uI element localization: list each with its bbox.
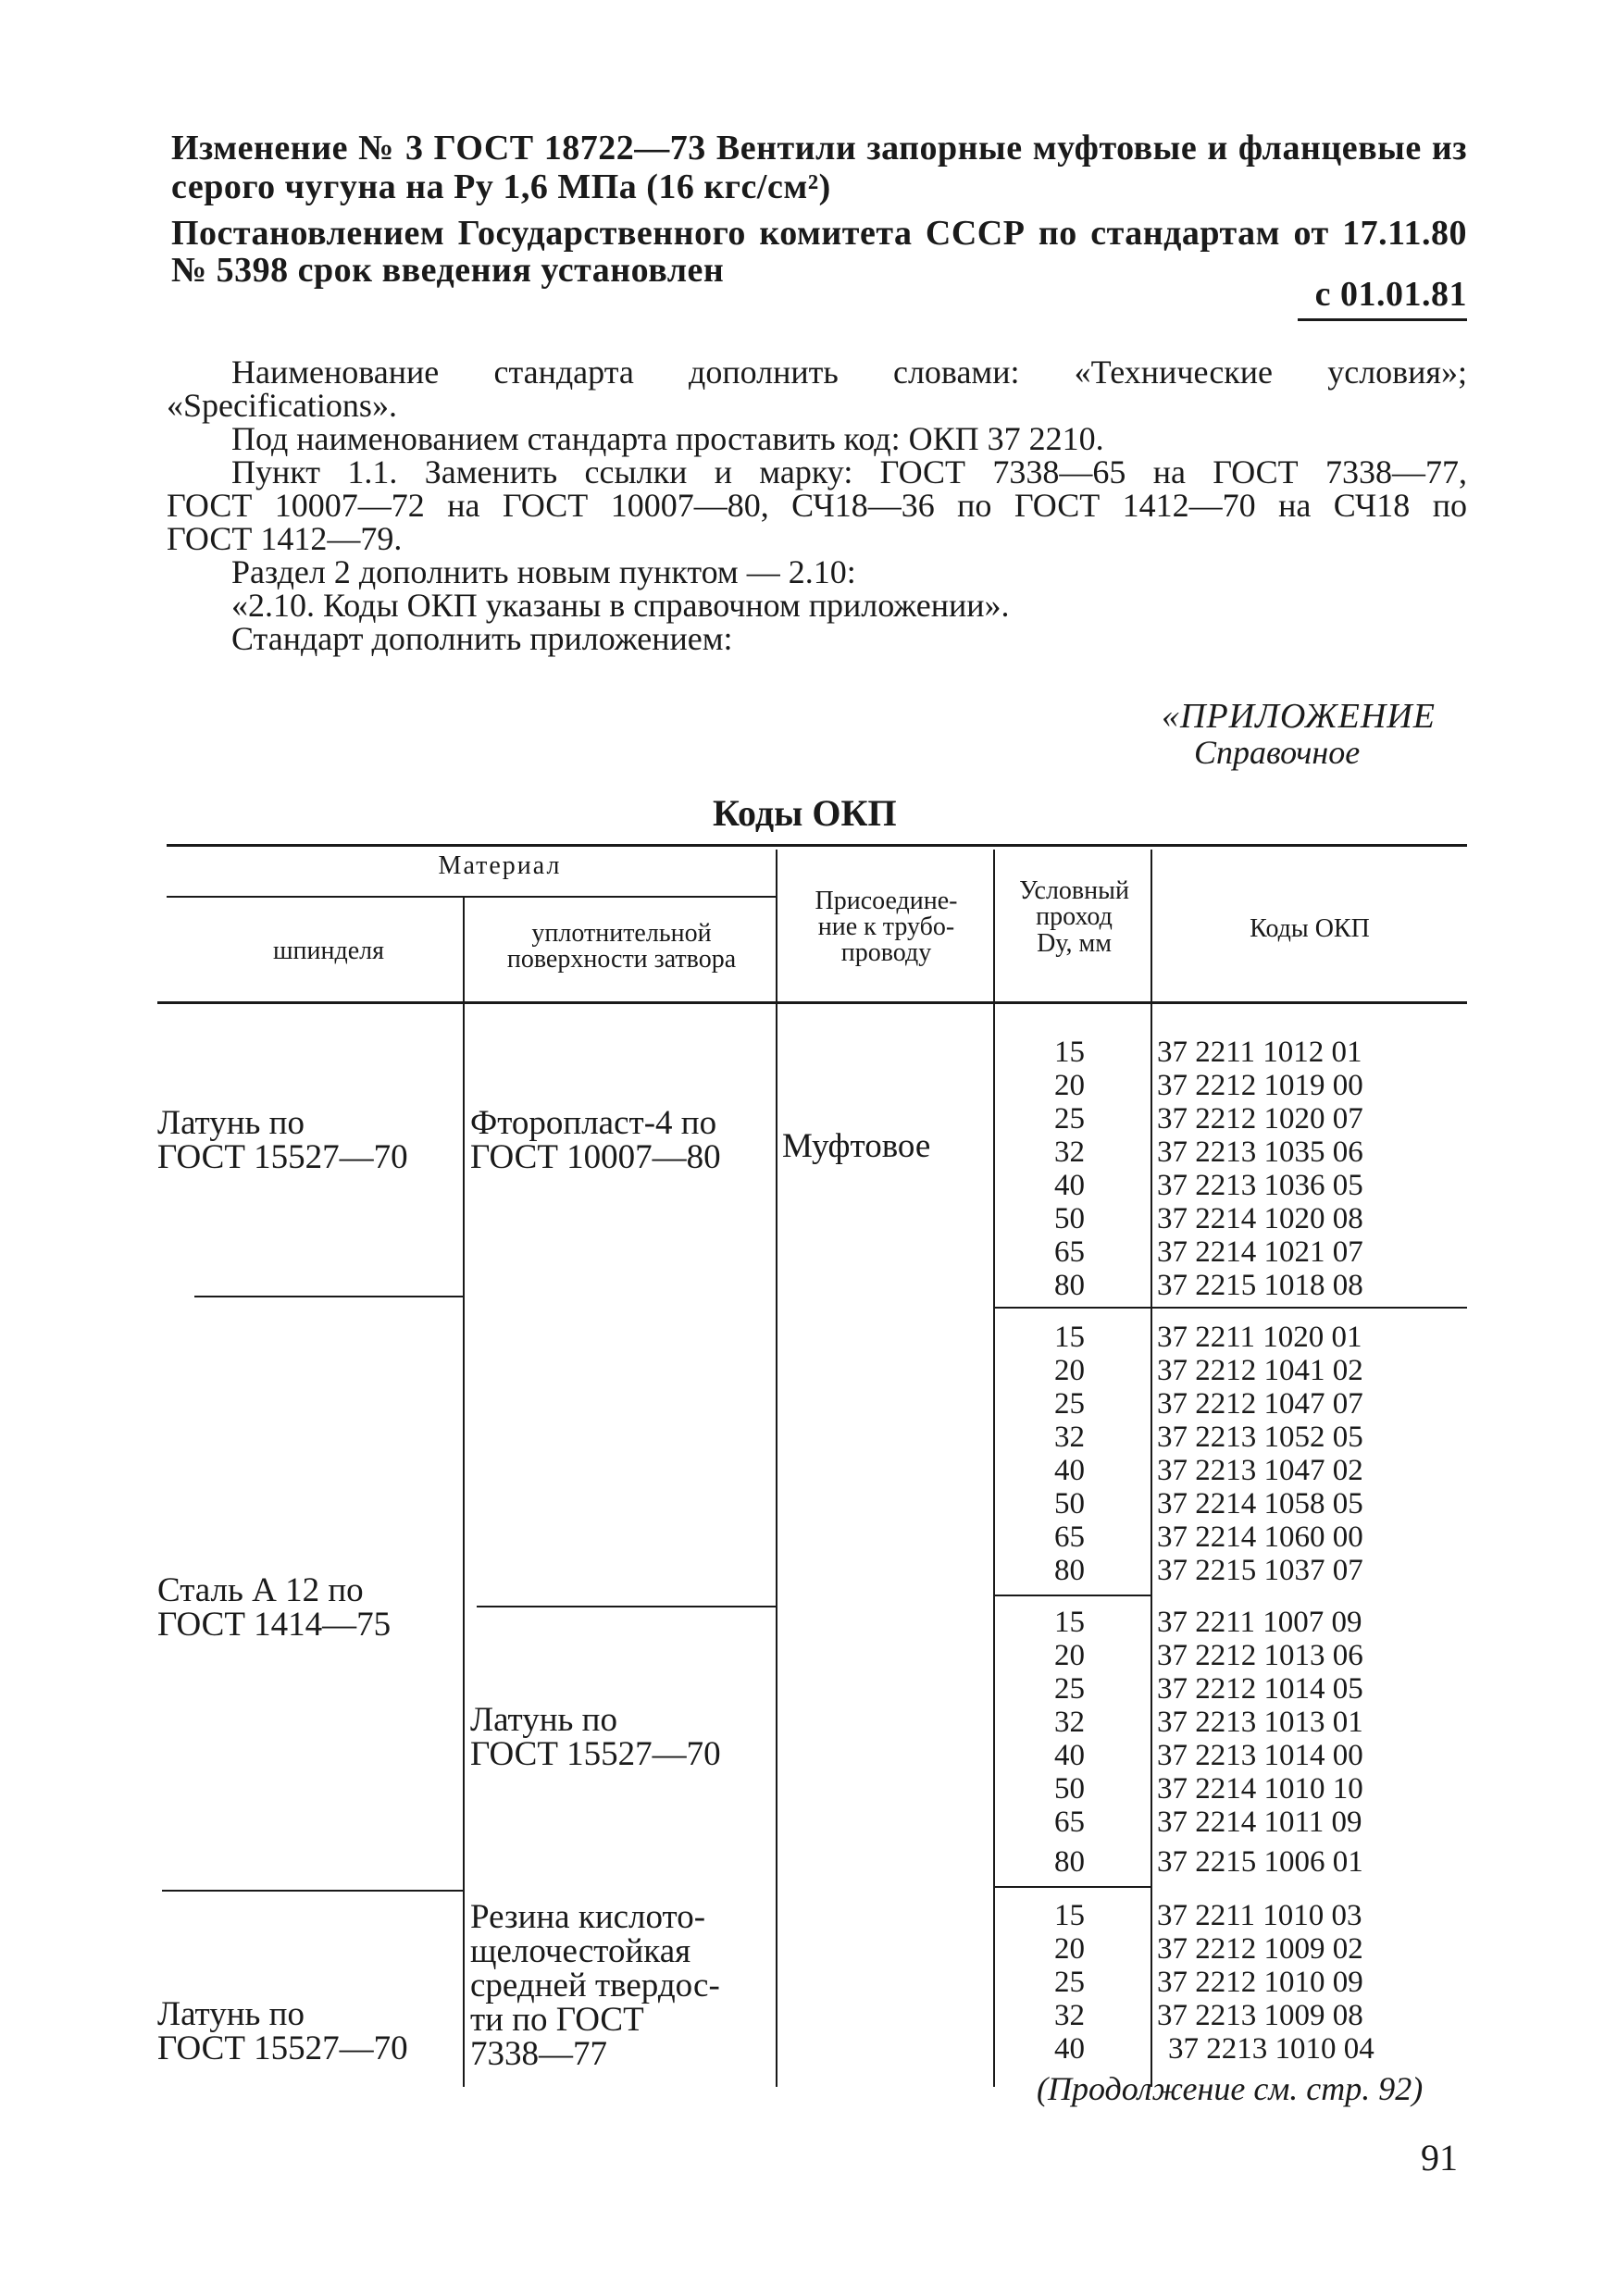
sealing-2-line2: ГОСТ 15527—70	[470, 1735, 721, 1773]
dn-1-2: 20	[1054, 1069, 1085, 1102]
code-1-1: 37 2211 1012 01	[1157, 1036, 1362, 1069]
header-conn-3: проводу	[840, 938, 932, 967]
dn-3-6: 50	[1054, 1772, 1085, 1806]
code-3-8: 37 2215 1006 01	[1157, 1845, 1363, 1879]
resolution-line2: № 5398 срок введения установлен	[171, 251, 725, 290]
dn-1-4: 32	[1054, 1136, 1085, 1169]
header-dn-2: проход	[1036, 902, 1113, 931]
sealing-3-line2: щелочестойкая	[470, 1932, 691, 1970]
code-3-3: 37 2212 1014 05	[1157, 1672, 1363, 1706]
effective-date: с 01.01.81	[1314, 275, 1467, 314]
code-2-3: 37 2212 1047 07	[1157, 1387, 1363, 1421]
dn-1-8: 80	[1054, 1269, 1085, 1302]
sealing-3-line4: ти по ГОСТ	[470, 2001, 644, 2039]
spindle-1-line1: Латунь по	[157, 1104, 305, 1142]
dn-2-1: 15	[1054, 1321, 1085, 1354]
code-2-2: 37 2212 1041 02	[1157, 1354, 1363, 1387]
dn-3-4: 32	[1054, 1706, 1085, 1739]
dn-3-8: 80	[1054, 1845, 1085, 1879]
appendix-label: «ПРИЛОЖЕНИЕ	[1162, 697, 1436, 736]
header-material: Материал	[438, 851, 562, 880]
paragraph-1b: «Specifications».	[167, 387, 397, 424]
paragraph-2: Под наименованием стандарта проставить код: ОКП 37 2210.	[231, 420, 1104, 457]
change-title-line2: серого чугуна на Pу 1,6 МПа (16 кгс/см²)	[171, 168, 831, 206]
paragraph-4: Раздел 2 дополнить новым пунктом — 2.10:	[231, 553, 856, 590]
dn-3-7: 65	[1054, 1806, 1085, 1839]
code-4-5: 37 2213 1010 04	[1168, 2032, 1374, 2066]
paragraph-3b: ГОСТ 10007—72 на ГОСТ 10007—80, СЧ18—36 по ГОСТ 1412—70 на СЧ18 по	[167, 487, 1467, 524]
group-sep-1	[995, 1307, 1467, 1309]
code-2-8: 37 2215 1037 07	[1157, 1554, 1363, 1587]
sealing-1-line1: Фторопласт-4 по	[470, 1104, 717, 1142]
material-rule	[167, 896, 777, 898]
spindle-2-line1: Сталь А 12 по	[157, 1571, 364, 1609]
code-3-6: 37 2214 1010 10	[1157, 1772, 1363, 1806]
dn-1-5: 40	[1054, 1169, 1085, 1202]
header-dn-3: Dу, мм	[1037, 929, 1112, 958]
table-top-rule	[167, 844, 1467, 847]
dn-1-3: 25	[1054, 1102, 1085, 1136]
code-1-4: 37 2213 1035 06	[1157, 1136, 1363, 1169]
spindle-sep-1	[194, 1296, 463, 1297]
spindle-3-line1: Латунь по	[157, 1995, 305, 2033]
dn-1-6: 50	[1054, 1202, 1085, 1235]
sealing-2-line1: Латунь по	[470, 1701, 617, 1739]
table-title: Коды ОКП	[713, 792, 897, 834]
code-3-1: 37 2211 1007 09	[1157, 1606, 1362, 1639]
code-4-3: 37 2212 1010 09	[1157, 1966, 1363, 1999]
code-2-7: 37 2214 1060 00	[1157, 1520, 1363, 1554]
dn-2-5: 40	[1054, 1454, 1085, 1487]
code-4-1: 37 2211 1010 03	[1157, 1899, 1362, 1932]
code-1-3: 37 2212 1020 07	[1157, 1102, 1363, 1136]
header-conn-1: Присоедине-	[815, 887, 958, 915]
code-1-8: 37 2215 1018 08	[1157, 1269, 1363, 1302]
header-sealing-2: поверхности затвора	[506, 945, 737, 974]
sealing-3-line1: Резина кислото-	[470, 1898, 706, 1936]
code-1-2: 37 2212 1019 00	[1157, 1069, 1363, 1102]
code-3-7: 37 2214 1011 09	[1157, 1806, 1362, 1839]
paragraph-1: Наименование стандарта дополнить словами: «Технические условия»;	[231, 354, 1467, 391]
code-3-4: 37 2213 1013 01	[1157, 1706, 1363, 1739]
dn-2-6: 50	[1054, 1487, 1085, 1520]
col-rule-4	[1151, 850, 1152, 2087]
spindle-1-line2: ГОСТ 15527—70	[157, 1138, 408, 1176]
header-codes: Коды ОКП	[1250, 914, 1370, 943]
code-2-6: 37 2214 1058 05	[1157, 1487, 1363, 1520]
paragraph-6: Стандарт дополнить приложением:	[231, 620, 733, 657]
dn-2-2: 20	[1054, 1354, 1085, 1387]
page-number: 91	[1421, 2137, 1458, 2178]
code-1-6: 37 2214 1020 08	[1157, 1202, 1363, 1235]
code-1-7: 37 2214 1021 07	[1157, 1235, 1363, 1269]
sealing-3-line5: 7338—77	[470, 2035, 607, 2073]
paragraph-3c: ГОСТ 1412—79.	[167, 520, 403, 557]
dn-3-5: 40	[1054, 1739, 1085, 1772]
col-rule-2	[776, 850, 777, 2087]
continuation-note: (Продолжение см. стр. 92)	[1037, 2070, 1424, 2107]
group-sep-2	[995, 1595, 1151, 1596]
dn-4-2: 20	[1054, 1932, 1085, 1966]
spindle-2-line2: ГОСТ 1414—75	[157, 1606, 392, 1644]
dn-2-4: 32	[1054, 1421, 1085, 1454]
col-rule-3	[993, 850, 995, 2087]
code-1-5: 37 2213 1036 05	[1157, 1169, 1363, 1202]
sealing-sep-1	[477, 1606, 776, 1607]
code-3-2: 37 2212 1013 06	[1157, 1639, 1363, 1672]
dn-3-3: 25	[1054, 1672, 1085, 1706]
header-conn-2: ние к трубо-	[817, 912, 955, 941]
dn-3-1: 15	[1054, 1606, 1085, 1639]
dn-1-1: 15	[1054, 1036, 1085, 1069]
spindle-sep-2	[162, 1890, 463, 1892]
dn-2-7: 65	[1054, 1520, 1085, 1554]
dn-4-4: 32	[1054, 1999, 1085, 2032]
dn-4-5: 40	[1054, 2032, 1085, 2066]
dn-1-7: 65	[1054, 1235, 1085, 1269]
header-dn-1: Условный	[1019, 876, 1129, 905]
col-rule-1	[463, 898, 465, 2087]
paragraph-5: «2.10. Коды ОКП указаны в справочном приложении».	[231, 587, 1010, 624]
dn-3-2: 20	[1054, 1639, 1085, 1672]
connection-type: Муфтовое	[782, 1127, 931, 1165]
resolution-line: Постановлением Государственного комитета СССР по стандартам от 17.11.80	[171, 214, 1467, 253]
spindle-3-line2: ГОСТ 15527—70	[157, 2029, 408, 2067]
appendix-sub: Справочное	[1194, 734, 1361, 771]
dn-2-3: 25	[1054, 1387, 1085, 1421]
dn-4-1: 15	[1054, 1899, 1085, 1932]
header-spindle: шпинделя	[272, 937, 385, 965]
paragraph-3: Пункт 1.1. Заменить ссылки и марку: ГОСТ 7338—65 на ГОСТ 7338—77,	[231, 453, 1467, 490]
code-4-2: 37 2212 1009 02	[1157, 1932, 1363, 1966]
code-2-5: 37 2213 1047 02	[1157, 1454, 1363, 1487]
code-2-4: 37 2213 1052 05	[1157, 1421, 1363, 1454]
code-4-4: 37 2213 1009 08	[1157, 1999, 1363, 2032]
header-bottom-rule	[157, 1001, 1467, 1004]
date-underline	[1298, 318, 1467, 321]
sealing-3-line3: средней твердос-	[470, 1967, 720, 2004]
dn-2-8: 80	[1054, 1554, 1085, 1587]
change-title-line1: Изменение № 3 ГОСТ 18722—73 Вентили запорные муфтовые и фланцевые из	[171, 129, 1467, 168]
sealing-1-line2: ГОСТ 10007—80	[470, 1138, 721, 1176]
code-2-1: 37 2211 1020 01	[1157, 1321, 1362, 1354]
dn-4-3: 25	[1054, 1966, 1085, 1999]
code-3-5: 37 2213 1014 00	[1157, 1739, 1363, 1772]
group-sep-3	[995, 1886, 1151, 1888]
header-sealing-1: уплотнительной	[531, 919, 712, 948]
